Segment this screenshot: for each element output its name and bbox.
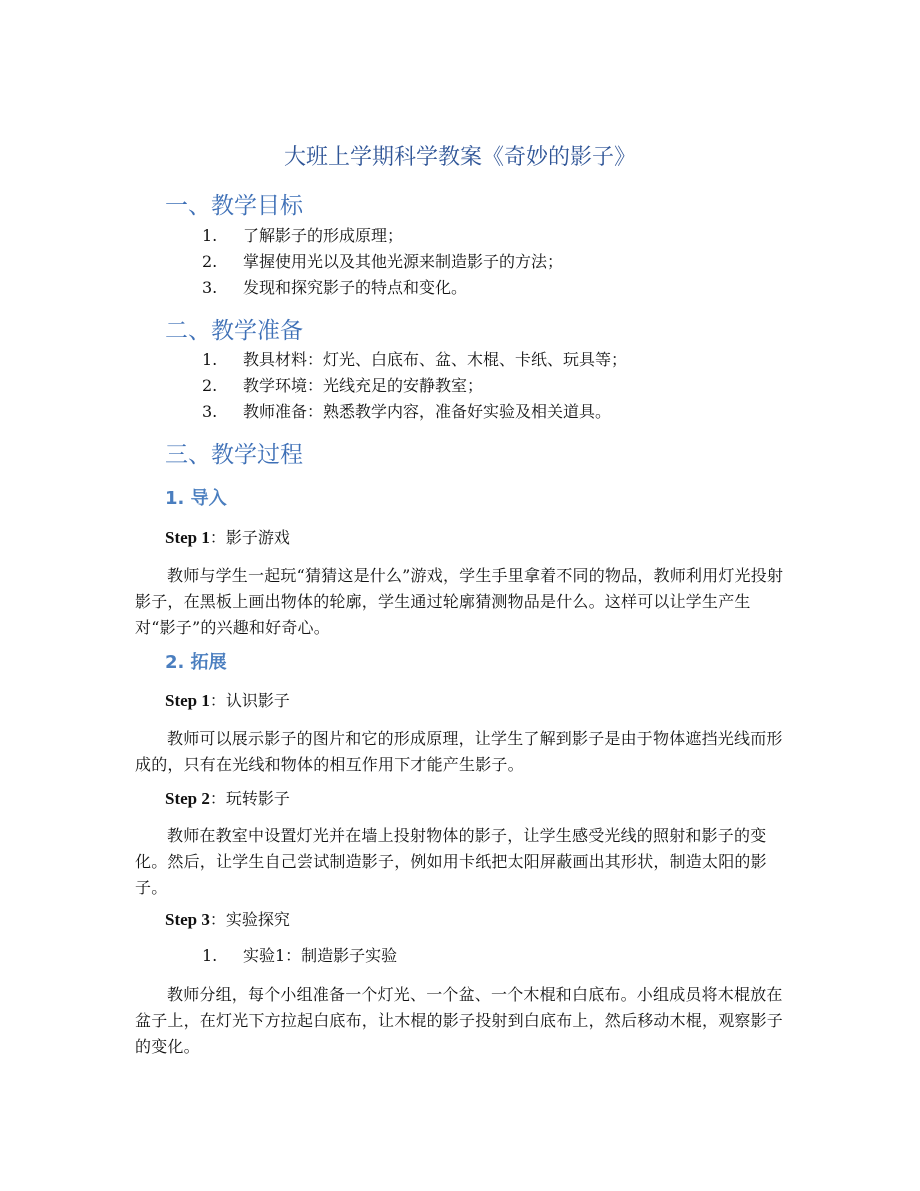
list-text: 实验1：制造影子实验 xyxy=(243,946,398,965)
paragraph: 教师可以展示影子的图片和它的形成原理，让学生了解到影子是由于物体遮挡光线而形成的，只有在光线和物体的相互作用下才能产生影子。 xyxy=(135,729,783,774)
list-text: 教具材料：灯光、白底布、盆、木棍、卡纸、玩具等； xyxy=(243,350,628,369)
step-line xyxy=(165,689,290,713)
list-number: 2. xyxy=(202,252,218,271)
list-number: 1. xyxy=(202,946,218,965)
list-text: 发现和探究影子的特点和变化。 xyxy=(243,278,468,297)
paragraph: 教师在教室中设置灯光并在墙上投射物体的影子，让学生感受光线的照射和影子的变化。然后，让学生自己尝试制造影子，例如用卡纸把太阳屏蔽画出其形状，制造太阳的影子。 xyxy=(135,826,767,897)
step-label: Step 2 xyxy=(165,789,210,808)
section-heading-preparation: 二、教学准备 xyxy=(165,318,303,344)
subsection-heading-extension: 2. 拓展 xyxy=(165,652,227,673)
list-number: 1. xyxy=(202,226,218,245)
step-title: ：影子游戏 xyxy=(209,528,290,547)
step-label: Step 3 xyxy=(165,910,210,929)
list-number: 1. xyxy=(202,350,218,369)
list-number: 2. xyxy=(202,376,218,395)
section-heading-objectives: 一、教学目标 xyxy=(165,193,303,219)
step-title: ：认识影子 xyxy=(209,691,290,710)
document-title: 大班上学期科学教案《奇妙的影子》 xyxy=(283,145,636,170)
list-text: 教师准备：熟悉教学内容，准备好实验及相关道具。 xyxy=(243,402,612,421)
list-text: 了解影子的形成原理； xyxy=(243,226,404,245)
list-number: 3. xyxy=(202,402,218,421)
step-label: Step 1 xyxy=(165,691,210,710)
list-number: 3. xyxy=(202,278,218,297)
paragraph: 教师与学生一起玩“猜猜这是什么”游戏，学生手里拿着不同的物品，教师利用灯光投射影子，在黑板上画出物体的轮廓，学生通过轮廓猜测物品是什么。这样可以让学生产生对“影子”的兴趣和好奇心。 xyxy=(135,566,784,637)
paragraph: 教师分组，每个小组准备一个灯光、一个盆、一个木棍和白底布。小组成员将木棍放在盆子上，在灯光下方拉起白底布，让木棍的影子投射到白底布上，然后移动木棍，观察影子的变化。 xyxy=(135,985,784,1056)
step-title: ：玩转影子 xyxy=(209,789,290,808)
section-heading-process: 三、教学过程 xyxy=(165,442,303,468)
step-title: ：实验探究 xyxy=(209,910,290,929)
subsection-heading-intro: 1. 导入 xyxy=(165,488,227,509)
list-text: 教学环境：光线充足的安静教室； xyxy=(243,376,484,395)
list-text: 掌握使用光以及其他光源来制造影子的方法； xyxy=(243,252,564,271)
step-line xyxy=(165,526,290,550)
step-line xyxy=(165,787,290,811)
step-line xyxy=(165,908,290,932)
step-label: Step 1 xyxy=(165,528,210,547)
